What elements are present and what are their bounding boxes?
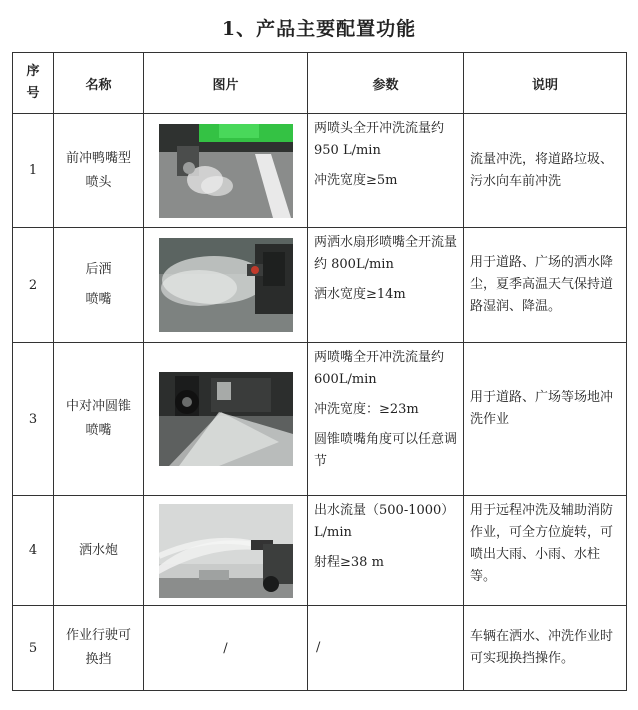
water-cannon-photo <box>159 504 293 598</box>
row-index: 3 <box>13 343 54 496</box>
row-name: 前冲鸭嘴型 喷头 <box>54 114 144 228</box>
table-row <box>13 228 627 343</box>
empty-image-mark: / <box>223 640 228 656</box>
row-desc: 流量冲洗，将道路垃圾、污水向车前冲洗 <box>464 114 627 228</box>
row-index: 4 <box>13 496 54 606</box>
row-params: 出水流量（500-1000）L/min 射程≥38 m <box>308 496 464 606</box>
row-name: 洒水炮 <box>54 496 144 606</box>
row-name: 作业行驶可 换挡 <box>54 606 144 691</box>
header-name: 名称 <box>54 53 144 114</box>
cone-nozzle-photo <box>159 372 293 466</box>
row-image-cell <box>144 343 308 496</box>
row-image-cell <box>144 114 308 228</box>
row-desc: 用于远程冲洗及辅助消防作业，可全方位旋转，可喷出大雨、小雨、水柱等。 <box>464 496 627 606</box>
config-table <box>12 52 627 691</box>
row-index: 1 <box>13 114 54 228</box>
table-row <box>13 343 627 496</box>
row-index: 2 <box>13 228 54 343</box>
table-row <box>13 606 627 691</box>
header-image: 图片 <box>144 53 308 114</box>
row-params: 两喷嘴全开冲洗流量约600L/min 冲洗宽度：≥23m 圆锥喷嘴角度可以任意调节 <box>308 343 464 496</box>
row-image-cell <box>144 606 308 691</box>
row-params: / <box>308 606 464 691</box>
row-desc: 车辆在洒水、冲洗作业时可实现换挡操作。 <box>464 606 627 691</box>
row-desc: 用于道路、广场等场地冲洗作业 <box>464 343 627 496</box>
row-desc: 用于道路、广场的洒水降尘，夏季高温天气保持道路湿润、降温。 <box>464 228 627 343</box>
row-name: 中对冲圆锥 喷嘴 <box>54 343 144 496</box>
duckbill-nozzle-photo <box>159 124 293 218</box>
row-name: 后洒 喷嘴 <box>54 228 144 343</box>
row-index: 5 <box>13 606 54 691</box>
rear-sprinkler-photo <box>159 238 293 332</box>
header-params: 参数 <box>308 53 464 114</box>
page-title: 1、产品主要配置功能 <box>221 18 417 40</box>
row-params: 两喷头全开冲洗流量约950 L/min 冲洗宽度≥5m <box>308 114 464 228</box>
row-image-cell <box>144 228 308 343</box>
row-image-cell <box>144 496 308 606</box>
header-row <box>13 53 627 114</box>
row-params: 两洒水扇形喷嘴全开流量约 800L/min 洒水宽度≥14m <box>308 228 464 343</box>
header-index: 序 号 <box>13 53 54 114</box>
table-row <box>13 114 627 228</box>
header-desc: 说明 <box>464 53 627 114</box>
table-row <box>13 496 627 606</box>
